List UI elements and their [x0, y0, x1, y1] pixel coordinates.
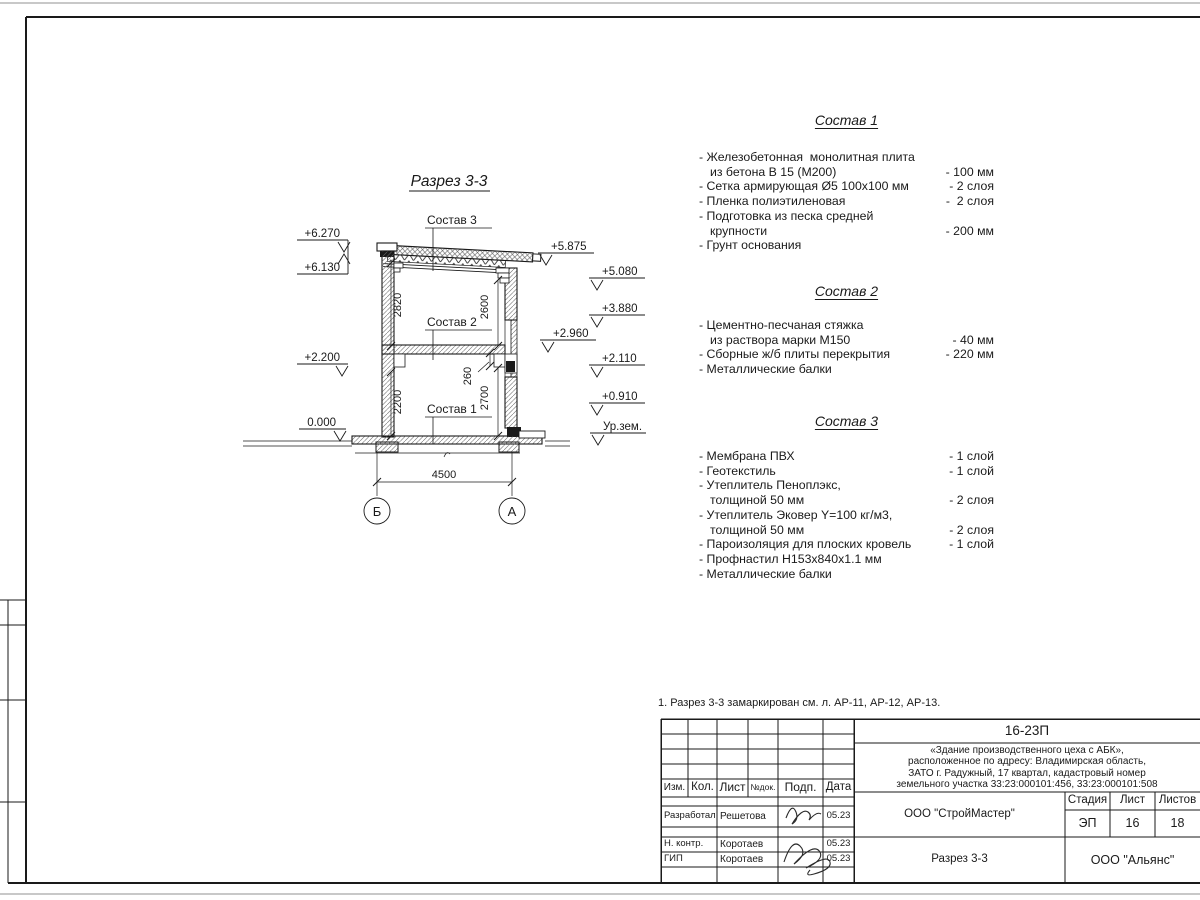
composition-row	[699, 449, 994, 464]
callout-sostav1: Состав 1	[427, 402, 477, 416]
composition-row	[699, 194, 994, 209]
elev-0910: +0.910	[602, 391, 638, 403]
stage-label: Стадия	[1067, 794, 1108, 807]
composition-row	[699, 523, 994, 538]
composition-row	[699, 552, 994, 567]
project-line: ЗАТО г. Радужный, 17 квартал, кадастровый номер	[908, 767, 1146, 779]
layer-value: - 220 мм	[945, 347, 994, 362]
elev-6270: +6.270	[304, 228, 340, 240]
date-gip: 05.23	[826, 853, 851, 865]
composition-section-3	[699, 413, 994, 581]
layer-value: - 2 слоя	[949, 493, 994, 508]
parapet-cap	[377, 243, 397, 251]
project-code: 16-23П	[1004, 723, 1050, 739]
dim-4500: 4500	[431, 469, 457, 481]
layer-text: - Геотекстиль	[699, 463, 776, 478]
layer-text: - Железобетонная монолитная плита	[699, 150, 915, 164]
layer-text: из раствора марки М150	[710, 332, 851, 347]
elev-6130: +6.130	[304, 262, 340, 274]
date-ncontrol: 05.23	[826, 838, 851, 850]
floor-slab	[382, 345, 505, 354]
col-kol: Кол.	[691, 781, 714, 794]
layer-text: - Мембрана ПВХ	[699, 449, 795, 463]
composition-row	[699, 333, 994, 348]
dim-2600: 2600	[479, 294, 491, 320]
layer-value: - 1 слой	[949, 537, 994, 552]
composition-title: Состав 3	[814, 413, 879, 429]
stage-value: ЭП	[1078, 816, 1097, 831]
composition-row	[699, 347, 994, 362]
date-developer: 05.23	[826, 810, 851, 822]
composition-title: Состав 1	[814, 112, 879, 128]
right-wall-lower	[505, 377, 517, 428]
name-ncontrol: Коротаев	[720, 838, 764, 850]
layer-value: - 100 мм	[945, 164, 994, 179]
elev-3880: +3.880	[602, 303, 638, 315]
composition-row	[699, 179, 994, 194]
layer-value: - 2 слоя	[945, 194, 994, 209]
layer-value: - 2 слоя	[949, 522, 994, 537]
composition-row	[699, 318, 994, 333]
composition-row	[699, 165, 994, 180]
layer-text: - Металлические балки	[699, 362, 832, 377]
sheet-title-cell: Разрез 3-3	[931, 853, 988, 866]
sheet-label: Лист	[1120, 794, 1145, 807]
role-gip: ГИП	[664, 853, 683, 865]
layer-value: - 1 слой	[949, 463, 994, 478]
roof-edge-cap	[533, 254, 541, 261]
dim-2700: 2700	[479, 385, 491, 411]
layer-value: - 40 мм	[952, 332, 994, 347]
left-margin-table	[0, 600, 26, 883]
role-developer: Разработал	[664, 810, 716, 822]
sheet-note: 1. Разрез 3-3 замаркирован см. л. АР-11, АР-12, АР-13.	[658, 697, 941, 709]
composition-row	[699, 464, 994, 479]
project-line: «Здание производственного цеха с АБК»,	[930, 744, 1124, 756]
layer-value: - 1 слой	[949, 449, 994, 463]
elev-5875: +5.875	[551, 241, 587, 253]
sheet-number: 16	[1125, 816, 1140, 831]
building-section	[243, 243, 570, 457]
elev-0000: 0.000	[307, 417, 336, 429]
composition-rows	[699, 318, 994, 377]
layer-text: - Цементно-песчаная стяжка	[699, 318, 864, 332]
composition-row	[699, 508, 994, 523]
project-description	[854, 743, 1200, 792]
composition-row	[699, 150, 994, 165]
name-developer: Решетова	[720, 810, 766, 822]
layer-value: - 200 мм	[945, 223, 994, 238]
layer-text: - Подготовка из песка средней	[699, 208, 874, 223]
elev-5080: +5.080	[602, 266, 638, 278]
layer-text: крупности	[710, 223, 768, 238]
sheets-total: 18	[1170, 816, 1185, 831]
elev-2200: +2.200	[304, 352, 340, 364]
layer-text: из бетона В 15 (М200)	[710, 164, 837, 179]
elev-ground-level: Ур.зем.	[603, 421, 643, 433]
col-podp: Подп.	[784, 780, 817, 795]
layer-value: - 2 слоя	[949, 179, 994, 194]
composition-section-2	[699, 283, 994, 377]
layer-text: - Сетка армирующая Ø5 100х100 мм	[699, 179, 909, 194]
composition-row	[699, 567, 994, 582]
layer-text: - Металлические балки	[699, 566, 832, 581]
col-izm: Изм.	[663, 782, 686, 794]
callout-sostav3: Состав 3	[427, 213, 477, 227]
composition-row	[699, 478, 994, 493]
section-title: Разрез 3-3	[410, 173, 488, 190]
elev-2960: +2.960	[553, 328, 589, 340]
titleblock	[661, 719, 1200, 883]
floor-beam-end	[506, 361, 515, 372]
dim-2820: 2820	[392, 292, 404, 318]
right-footing	[499, 442, 519, 452]
dim-2200: 2200	[392, 389, 404, 415]
composition-title: Состав 2	[814, 283, 879, 299]
col-data: Дата	[825, 781, 852, 794]
col-list: Лист	[719, 780, 746, 795]
callout-sostav2: Состав 2	[427, 315, 477, 329]
project-line: расположенное по адресу: Владимирская область,	[908, 756, 1146, 767]
axis-label-b: Б	[372, 504, 382, 519]
project-line: земельного участка 33:23:000101:456, 33:23:000101:508	[896, 779, 1158, 790]
role-ncontrol: Н. контр.	[664, 838, 704, 850]
composition-row	[699, 224, 994, 239]
composition-rows	[699, 449, 994, 581]
layer-text: - Утеплитель Пеноплэкс,	[699, 478, 841, 493]
composition-rows	[699, 150, 994, 253]
composition-row	[699, 493, 994, 508]
entry-stoop	[519, 431, 545, 438]
elev-2110: +2.110	[602, 353, 637, 365]
layer-text: - Грунт основания	[699, 238, 802, 253]
layer-text: - Сборные ж/б плиты перекрытия	[699, 347, 891, 362]
axis-label-a: А	[507, 504, 517, 519]
left-footing	[376, 442, 398, 452]
name-gip: Коротаев	[720, 853, 764, 865]
floor-bearings	[394, 354, 517, 373]
composition-row	[699, 362, 994, 377]
composition-row	[699, 238, 994, 253]
composition-section-1	[699, 112, 994, 253]
axis-bubbles	[364, 498, 525, 524]
layer-text: толщиной 50 мм	[710, 522, 805, 537]
client-org: ООО "Альянс"	[1090, 852, 1175, 867]
design-org: ООО "СтройМастер"	[904, 807, 1015, 820]
col-ndoc: №док.	[750, 782, 776, 793]
layer-text: - Пленка полиэтиленовая	[699, 194, 846, 209]
composition-row	[699, 537, 994, 552]
layer-text: толщиной 50 мм	[710, 493, 805, 508]
layer-text: - Пароизоляция для плоских кровель	[699, 537, 912, 552]
composition-row	[699, 209, 994, 224]
dim-260: 260	[462, 366, 474, 386]
sheets-label: Листов	[1158, 794, 1197, 807]
layer-text: - Утеплитель Эковер Y=100 кг/м3,	[699, 507, 893, 522]
layer-text: - Профнастил Н153х840х1.1 мм	[699, 551, 882, 566]
